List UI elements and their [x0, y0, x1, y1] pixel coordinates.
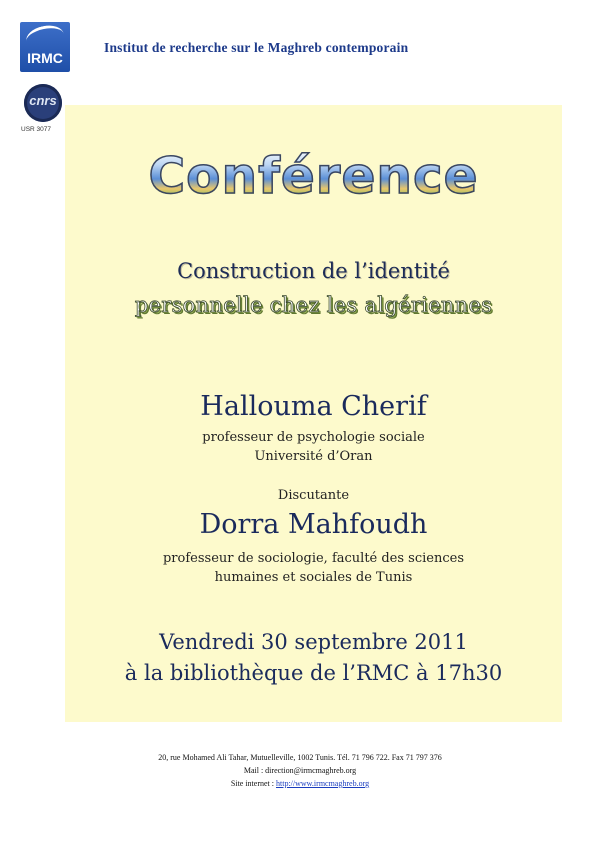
footer-address: 20, rue Mohamed Ali Tahar, Mutuelleville, 1002 Tunis. Tél. 71 796 722. Fax 71 797 376: [158, 753, 442, 762]
discussant-role-line-1: professeur de sociologie, faculté des sciences: [162, 551, 465, 566]
footer-mail: Mail : direction@irmcmaghreb.org: [243, 766, 357, 775]
cnrs-logo-text: cnrs: [29, 93, 57, 108]
website-link[interactable]: http://www.irmcmaghreb.org: [276, 779, 370, 788]
poster-panel: [65, 105, 562, 722]
discussant-label: Discutante: [277, 488, 350, 503]
footer-site: [0, 779, 600, 788]
footer-site-label: Site internet :: [230, 779, 276, 788]
conference-title: Conférence: [65, 147, 562, 205]
speaker-role: professeur de psychologie sociale: [202, 430, 425, 445]
speaker-name: Hallouma Cherif: [200, 391, 427, 422]
irmc-logo-text: IRMC: [27, 50, 63, 66]
event-place: à la bibliothèque de l’RMC à 17h30: [124, 661, 503, 685]
irmc-swoosh-icon: [24, 22, 66, 52]
subtitle-line-1: Construction de l’identité: [177, 259, 450, 283]
institute-title: Institut de recherche sur le Maghreb contemporain: [104, 40, 409, 55]
cnrs-logo: [24, 84, 62, 122]
speaker-affiliation: Université d’Oran: [254, 449, 373, 464]
discussant-role-line-2: humaines et sociales de Tunis: [214, 570, 413, 585]
discussant-name: Dorra Mahfoudh: [199, 509, 428, 540]
event-date: Vendredi 30 septembre 2011: [159, 630, 468, 654]
subtitle-line-2: personnelle chez les algériennes: [134, 293, 493, 317]
irmc-logo: [20, 22, 70, 72]
usr-label: USR 3077: [21, 126, 51, 133]
